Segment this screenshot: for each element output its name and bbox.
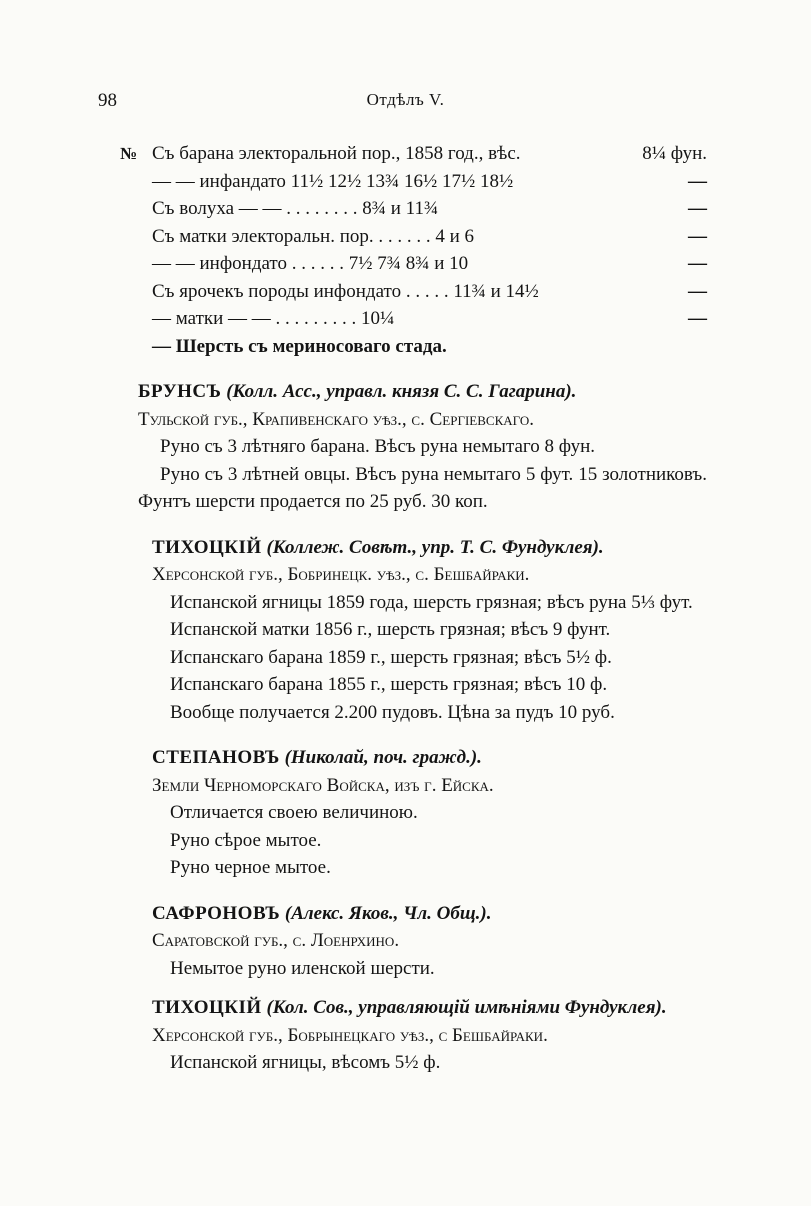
entry-line: Немытое руно иленской шерсти. — [170, 957, 435, 979]
exhibitor-entry — [152, 744, 707, 882]
list-item — [152, 223, 707, 251]
page-content — [120, 140, 707, 1077]
exhibitor-name: САФРОНОВЪ — [152, 902, 281, 924]
entry-line: Испанской ягницы, вѣсомъ 5½ ф. — [170, 1052, 441, 1073]
exhibitor-name: ТИХОЦКIЙ — [152, 997, 262, 1018]
entry-line: Испанской матки 1856 г., шерсть грязная; вѣсъ 9 фунт. — [170, 619, 611, 640]
number-sign: № — [120, 144, 138, 163]
list-item-text: Съ ярочекъ породы инфондато . . . . . 11¾ и 14½ — [152, 280, 539, 302]
entry-line: Вообще получается 2.200 пудовъ. Цѣна за пудъ 10 руб. — [170, 701, 615, 723]
list-item — [152, 250, 707, 278]
entry-line: Испанскаго барана 1859 г., шерсть грязная; вѣсъ 5½ ф. — [170, 646, 612, 668]
exhibitor-location: Земли Черноморскаго Войска, изъ г. Ейска. — [152, 774, 494, 796]
entry-line: Руно сѣрое мытое. — [170, 829, 322, 851]
entry-line: Руно съ 3 лѣтняго барана. Вѣсъ руна немытаго 8 фун. — [160, 436, 595, 457]
exhibitor-entry — [152, 534, 707, 727]
exhibitor-title: (Николай, поч. гражд.). — [284, 747, 482, 768]
list-item — [152, 168, 707, 196]
exhibitor-title: (Алекс. Яков., Чл. Общ.). — [284, 902, 492, 924]
list-item — [152, 278, 707, 306]
exhibitor-name: ТИХОЦКIЙ — [152, 536, 262, 558]
list-item-text: — — инфандато 11½ 12½ 13¾ 16½ 17½ 18½ — [152, 170, 514, 192]
page-header — [98, 90, 713, 120]
list-item-text: Съ волуха — — . . . . . . . . 8¾ и 11¾ — [152, 198, 439, 219]
exhibitor-location: Саратовской губ., с. Лоенрхино. — [152, 930, 400, 951]
exhibitor-name: БРУНСЪ — [138, 381, 222, 402]
exhibitor-entry — [138, 378, 707, 516]
list-item-value: — — [688, 253, 707, 274]
running-title: Отдѣлъ V. — [366, 90, 445, 109]
list-footer: — Шерсть съ мериносоваго стада. — [152, 335, 447, 357]
exhibitor-location: Тульской губ., Крапивенскаго уѣз., с. Сергiевскаго. — [138, 408, 534, 430]
list-item-text: Съ матки электоральн. пор. . . . . . . 4 и 6 — [152, 225, 475, 247]
exhibitor-location: Херсонской губ., Бобрынецкаго уѣз., с Бешбайраки. — [152, 1024, 548, 1046]
exhibitor-title: (Колл. Асс., управл. князя С. С. Гагарина). — [226, 381, 577, 402]
exhibitor-title: (Коллеж. Совѣт., упр. Т. С. Фундуклея). — [266, 536, 604, 558]
exhibitor-entry — [152, 900, 707, 983]
entry-line: Руно черное мытое. — [170, 857, 331, 878]
entry-line: Испанскаго барана 1855 г., шерсть грязная; вѣсъ 10 ф. — [170, 674, 608, 695]
list-item — [152, 305, 707, 333]
entry-line: Руно съ 3 лѣтней овцы. Вѣсъ руна немытаго 5 фут. 15 золотниковъ. Фунтъ шерсти продается по 25 руб. 30 коп. — [138, 463, 707, 512]
exhibitor-location: Херсонской губ., Бобринецк. уѣз., с. Бешбайраки. — [152, 564, 530, 585]
list-item-value: — — [688, 308, 707, 329]
entry-line: Отличается своею величиною. — [170, 802, 418, 823]
list-item-value: — — [688, 280, 707, 302]
list-item — [152, 140, 707, 168]
list-item-value: — — [688, 198, 707, 219]
fleece-weight-list — [152, 140, 707, 360]
list-item-text: — матки — — . . . . . . . . . 10¼ — [152, 308, 395, 329]
list-item-value: 8¼ фун. — [642, 143, 707, 164]
list-item — [152, 195, 707, 223]
exhibitor-entry — [152, 994, 707, 1077]
exhibitor-name: СТЕПАНОВЪ — [152, 747, 280, 768]
list-item-value: — — [688, 225, 707, 247]
list-item-value: — — [688, 170, 707, 192]
entry-line: Испанской ягницы 1859 года, шерсть грязная; вѣсъ руна 5⅓ фут. — [170, 591, 693, 613]
exhibitor-title: (Кол. Сов., управляющiй имѣнiями Фундуклея). — [266, 997, 667, 1018]
page-number: 98 — [98, 90, 117, 111]
list-item-text: — — инфондато . . . . . . 7½ 7¾ 8¾ и 10 — [152, 253, 469, 274]
list-item-text: Съ барана электоральной пор., 1858 год., вѣс. — [152, 143, 521, 164]
